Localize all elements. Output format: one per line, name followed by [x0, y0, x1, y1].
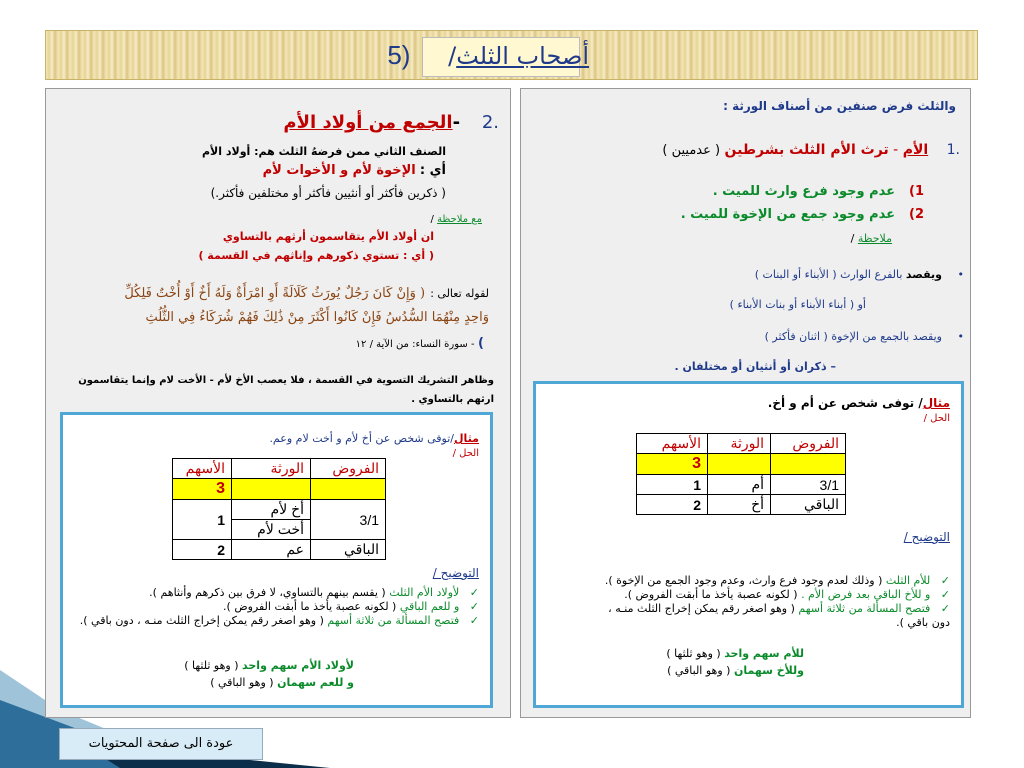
rt-r2-share: 2 — [637, 495, 708, 515]
right-table — [636, 433, 846, 515]
left-l2b: الإخوة لأم و الأخوات لأم — [262, 163, 416, 178]
rt-empty1 — [771, 454, 846, 475]
bullet-1 — [755, 268, 964, 281]
left-e1 — [69, 586, 479, 600]
left-s2 — [184, 674, 354, 691]
left-l3: ( ذكرين فأكثر أو أنثيين فأكثر أو مختلفين فأكثر.) — [210, 186, 446, 200]
left-e2a: و للعم الباقي — [399, 600, 460, 613]
lt-h2: الورثة — [232, 459, 311, 479]
b2-c: – ذكران أو أنثيان أو مختلفان . — [674, 360, 836, 373]
rt-h2: الورثة — [708, 434, 771, 454]
rt-empty2 — [708, 454, 771, 475]
right-s1 — [666, 645, 804, 662]
right-item1 — [662, 142, 960, 158]
title-number: (5 — [387, 40, 411, 70]
b2-a: ويقصد بالجمع من الإخوة — [831, 330, 942, 343]
lt-h1: الفروض — [311, 459, 386, 479]
right-example-title — [768, 396, 950, 410]
rt-h1: الفروض — [771, 434, 846, 454]
b1-d: أو ( أبناء الأبناء أو بنات الأبناء ) — [729, 298, 866, 311]
left-e1b: ( يقسم بينهم بالتساوي، لا فرق بين ذكرهم وأنثاهم ). — [149, 586, 386, 599]
check-icon: ✓ — [469, 600, 479, 613]
left-e3b: ( وهو اصغر رقم يمكن إخراج الثلث منـه ، دون باقي ). — [79, 614, 324, 627]
b1-a: ويقصد — [905, 268, 942, 281]
cond2 — [681, 207, 924, 222]
rt-r1-fard: 3/1 — [771, 475, 846, 495]
cond1 — [713, 184, 924, 199]
right-s2b: ( وهو الباقي ) — [667, 664, 731, 677]
right-ex-text: / توفى شخص عن أم و أخ. — [767, 396, 923, 410]
left-r1: ان أولاد الأم يتقاسمون أرثهم بالتساوي — [222, 230, 434, 243]
left-e3a: فتصح المسألة من ثلاثة أسهم — [327, 614, 460, 627]
left-s1b: ( وهو ثلثها ) — [184, 659, 239, 672]
page-title — [387, 40, 589, 71]
lt-r2-share: 2 — [173, 540, 232, 560]
rt-r2-heir: أخ — [708, 495, 771, 515]
left-s1 — [184, 657, 354, 674]
left-ex-label: مثال — [454, 432, 479, 445]
right-e1 — [590, 574, 950, 588]
item1-paren: ( عدميين ) — [662, 143, 721, 158]
left-note-slash: / — [430, 214, 434, 225]
cond2-number: 2) — [909, 207, 924, 222]
left-s1a: لأولاد الأم سهم واحد — [242, 659, 354, 672]
right-ex-label: مثال — [922, 396, 950, 410]
left-number: .2 — [481, 112, 499, 133]
right-shares — [666, 645, 804, 679]
back-to-contents-button[interactable]: عودة الى صفحة المحتويات — [59, 728, 263, 760]
lt-empty1 — [311, 479, 386, 500]
left-dash: - — [452, 112, 461, 133]
left-e1a: لأولاد الأم الثلث — [389, 586, 460, 599]
left-e2 — [69, 600, 479, 614]
right-e1b: ( وذلك لعدم وجود فرع وارث، وعدم وجود الجمع من الإخوة ). — [604, 574, 883, 587]
rt-r2-fard: الباقي — [771, 495, 846, 515]
lt-r1-heir-b: أخت لأم — [232, 520, 311, 540]
left-ex-text: /توفى شخص عن أخ لأم و أخت لام وعم. — [269, 432, 455, 445]
left-s2a: و للعم سهمان — [277, 676, 354, 689]
right-solution: الحل / — [923, 413, 950, 424]
bullet-2 — [765, 330, 964, 343]
item1-number: .1 — [946, 142, 960, 158]
lt-h3: الأسهم — [173, 459, 232, 479]
left-e2b: ( لكونه عصبة يأخذ ما أبقت الفروض ). — [223, 600, 397, 613]
quran-line2: وَاحِدٍ مِنْهُمَا السُّدُسُ فَإِنْ كَانُوا أَكْثَرَ مِنْ ذَٰلِكَ فَهُمْ شُرَكَاءُ فِي الثُّلُثِ — [145, 310, 489, 325]
right-e2 — [590, 588, 950, 602]
quran-line1: ( وَإِنْ كَانَ رَجُلٌ يُورَثُ كَلَالَةً أَوِ امْرَأَةٌ وَلَهُ أَخٌ أَوْ أُخْتٌ فَلِكُلِّ — [124, 286, 426, 301]
right-note — [851, 232, 892, 245]
left-l1: الصنف الثاني ممن فرضهُ الثلث هم: أولاد الأم — [202, 145, 446, 158]
rt-r1-heir: أم — [708, 475, 771, 495]
right-s2a: وللأخ سهمان — [733, 664, 804, 677]
right-note-slash: / — [850, 232, 855, 245]
right-e1a: للأم الثلث — [885, 574, 931, 587]
left-table — [172, 458, 386, 560]
left-shares — [184, 657, 354, 691]
b2-b: ( اثنان فأكثر ) — [764, 330, 828, 343]
right-s1a: للأم سهم واحد — [724, 647, 804, 660]
item1-dash: - — [893, 142, 899, 158]
right-e3a: فتصح المسألة من ثلاثة أسهم — [798, 602, 931, 615]
left-explanation: التوضيح / — [432, 566, 479, 580]
lt-r2-fard: الباقي — [311, 540, 386, 560]
left-title-text: الجمع من أولاد الأم — [283, 112, 453, 133]
lt-total: 3 — [173, 479, 232, 500]
rt-total: 3 — [637, 454, 708, 475]
left-s2b: ( وهو الباقي ) — [210, 676, 274, 689]
right-note-label: ملاحظة — [857, 232, 892, 245]
title-text: أصحاب الثلث — [456, 42, 589, 70]
check-icon: ✓ — [940, 602, 950, 615]
rt-r1-share: 1 — [637, 475, 708, 495]
cond1-text: عدم وجود فرع وارث للميت . — [712, 184, 895, 199]
quran-close: ) — [478, 336, 484, 351]
lt-empty2 — [232, 479, 311, 500]
title-banner — [45, 30, 978, 80]
bullet-dot: • — [957, 268, 964, 281]
check-icon: ✓ — [469, 614, 479, 627]
item1-text: ترث الأم الثلث بشرطين — [724, 142, 889, 158]
right-explanation: التوضيح / — [903, 530, 950, 544]
check-icon: ✓ — [469, 586, 479, 599]
rt-h3: الأسهم — [637, 434, 708, 454]
right-expl-list — [590, 574, 950, 630]
cond1-number: 1) — [909, 184, 924, 199]
quran-ref — [356, 336, 484, 351]
quran-verse — [49, 282, 489, 301]
right-e3b: ( وهو اصغر رقم يمكن إخراج الثلث منـه ، دون باقي ). — [608, 602, 950, 629]
lt-r1-heir-a: أخ لأم — [232, 500, 311, 520]
left-e3 — [69, 614, 479, 628]
left-solution: الحل / — [452, 448, 479, 459]
left-p1: وظاهر التشريك التسوية في القسمة ، فلا يعصب الأخ لأم - الأخت لام وإنما يتقاسمون ارثهم بالتساوي . — [78, 375, 494, 405]
cond2-text: عدم وجود جمع من الإخوة للميت . — [680, 207, 895, 222]
left-l2a: أي : — [419, 163, 446, 178]
right-e2a: و للأخ الباقي بعد فرض الأم . — [801, 588, 931, 601]
item1-mother: الأم — [902, 142, 929, 158]
right-intro: والثلث فرض صنفين من أصناف الورثة : — [723, 99, 956, 113]
lt-r1-fard: 3/1 — [311, 500, 386, 540]
check-icon: ✓ — [940, 588, 950, 601]
left-note — [431, 214, 483, 225]
lt-r1-share: 1 — [173, 500, 232, 540]
right-s2 — [666, 662, 804, 679]
title-slash: / — [448, 42, 457, 70]
b1-c: ( الأبناء أو البنات ) — [754, 268, 837, 281]
quran-intro: لقوله تعالى : — [430, 287, 489, 300]
left-r2: ( أي : تستوي ذكورهم وإناثهم في القسمة ) — [198, 249, 434, 262]
left-note-label: مع ملاحظة — [437, 214, 482, 225]
check-icon: ✓ — [940, 574, 950, 587]
left-title — [283, 112, 499, 133]
lt-r2-heir: عم — [232, 540, 311, 560]
right-e3 — [590, 602, 950, 630]
bullet-dot-2: • — [957, 330, 964, 343]
right-s1b: ( وهو ثلثها ) — [666, 647, 721, 660]
b1-b: بالفرع الوارث — [840, 268, 903, 281]
right-e2b: ( لكونه عصبة يأخذ ما أبقت الفروض ). — [624, 588, 798, 601]
quran-ref-text: - سورة النساء: من الآية / ١٢ — [355, 339, 475, 350]
left-l2 — [263, 163, 446, 178]
left-example-title — [269, 432, 479, 445]
left-expl-list — [69, 586, 479, 628]
